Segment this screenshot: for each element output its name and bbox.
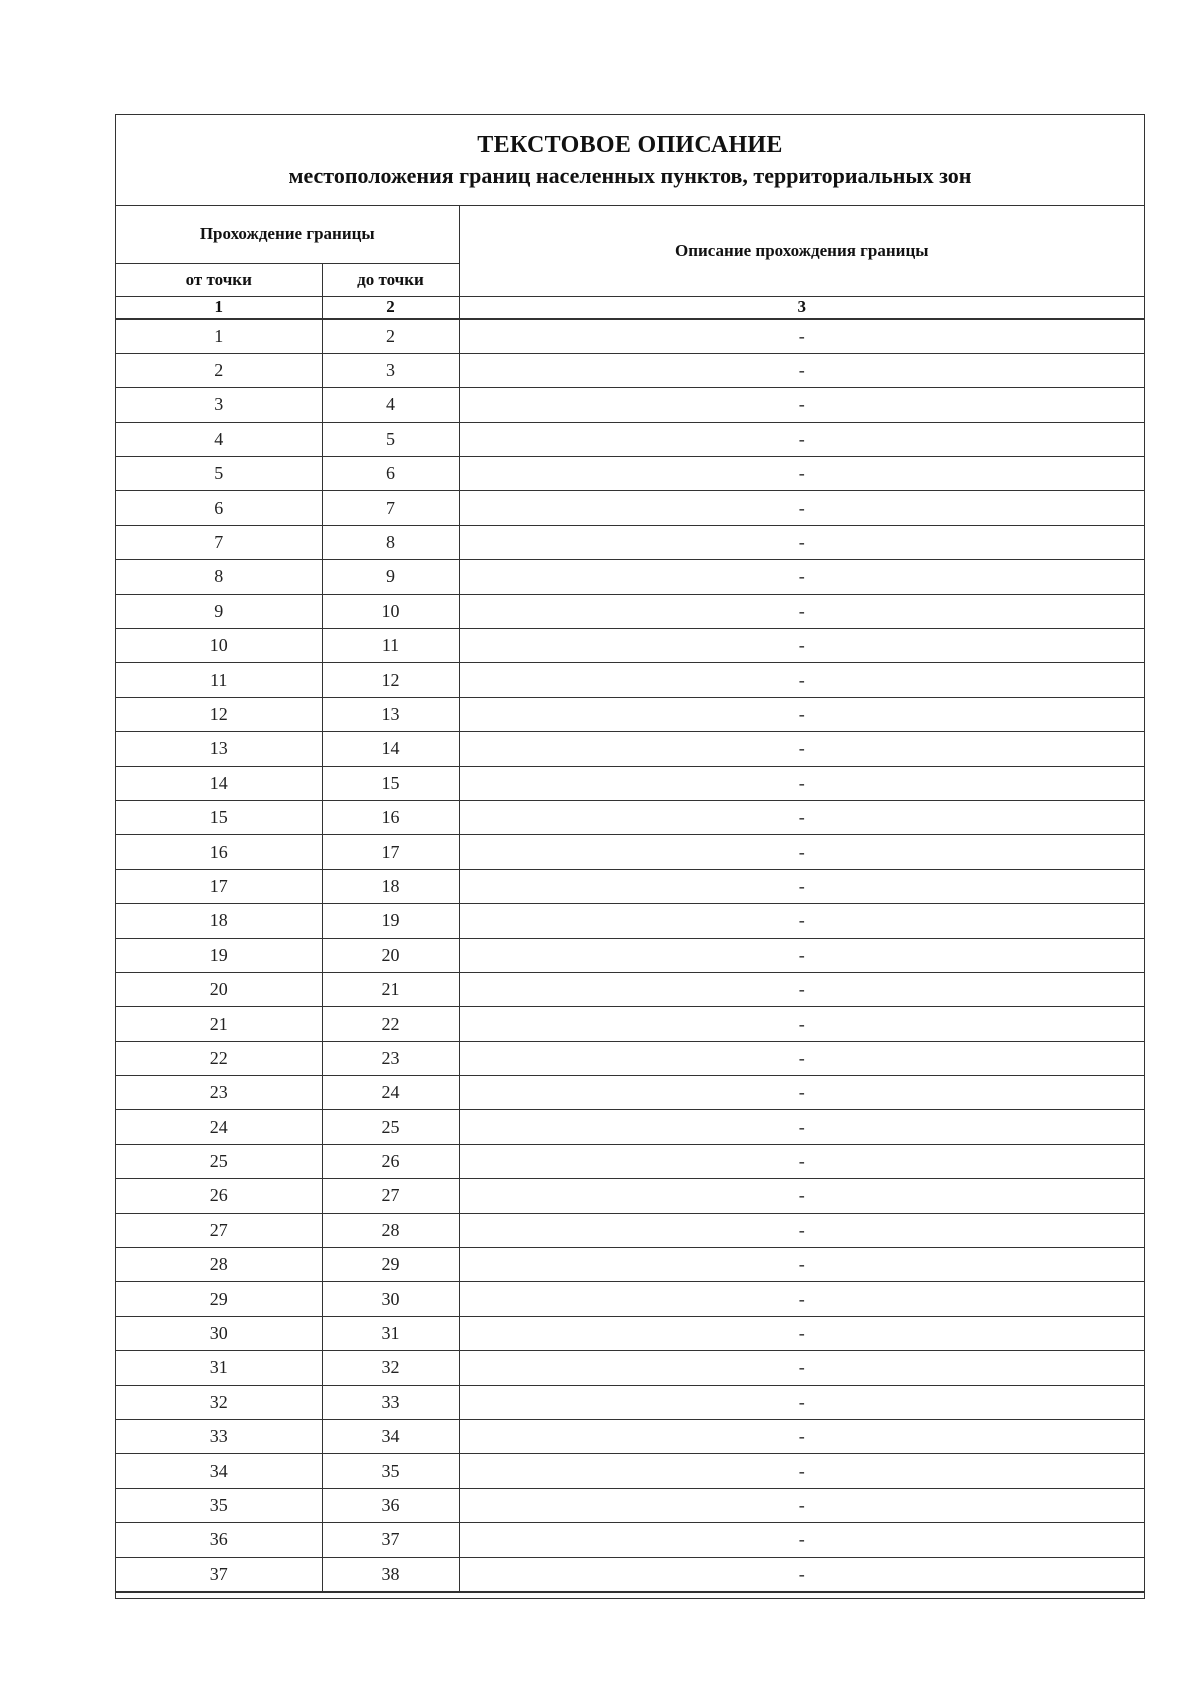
cell-description: - (459, 972, 1144, 1006)
table-row (116, 560, 1144, 594)
table-row (116, 663, 1144, 697)
cell-description: - (459, 869, 1144, 903)
cell-from-point: 33 (116, 1420, 322, 1454)
table-row (116, 1385, 1144, 1419)
cell-to-point: 23 (322, 1041, 459, 1075)
cell-from-point: 17 (116, 869, 322, 903)
cell-from-point: 20 (116, 972, 322, 1006)
table-row (116, 1454, 1144, 1488)
cell-description: - (459, 1041, 1144, 1075)
cell-description: - (459, 457, 1144, 491)
cell-description: - (459, 766, 1144, 800)
table-row (116, 732, 1144, 766)
cell-description: - (459, 697, 1144, 731)
cell-from-point: 6 (116, 491, 322, 525)
cell-from-point: 3 (116, 388, 322, 422)
cell-from-point: 26 (116, 1179, 322, 1213)
cell-from-point: 12 (116, 697, 322, 731)
table-row (116, 1213, 1144, 1247)
cell-from-point: 32 (116, 1385, 322, 1419)
table-header (116, 206, 1144, 319)
cell-to-point: 14 (322, 732, 459, 766)
cell-from-point: 13 (116, 732, 322, 766)
cell-from-point: 25 (116, 1144, 322, 1178)
cell-description: - (459, 594, 1144, 628)
cell-to-point: 17 (322, 835, 459, 869)
cell-description: - (459, 1557, 1144, 1591)
table-row (116, 319, 1144, 353)
table-row (116, 1523, 1144, 1557)
cell-to-point: 19 (322, 904, 459, 938)
table-row (116, 525, 1144, 559)
cell-to-point: 27 (322, 1179, 459, 1213)
cell-to-point: 11 (322, 629, 459, 663)
table-row (116, 457, 1144, 491)
cell-to-point: 20 (322, 938, 459, 972)
cell-to-point: 6 (322, 457, 459, 491)
cell-from-point: 14 (116, 766, 322, 800)
cell-from-point: 34 (116, 1454, 322, 1488)
cell-to-point: 16 (322, 800, 459, 834)
cell-from-point: 1 (116, 319, 322, 353)
header-boundary-passage: Прохождение границы (116, 206, 459, 263)
cell-to-point: 4 (322, 388, 459, 422)
table-body (116, 319, 1144, 1591)
cell-description: - (459, 629, 1144, 663)
cell-from-point: 7 (116, 525, 322, 559)
cell-description: - (459, 319, 1144, 353)
cell-description: - (459, 1454, 1144, 1488)
table-row (116, 1488, 1144, 1522)
cell-to-point: 37 (322, 1523, 459, 1557)
boundary-description-sheet (115, 114, 1145, 1599)
cell-description: - (459, 904, 1144, 938)
cell-from-point: 10 (116, 629, 322, 663)
cell-from-point: 18 (116, 904, 322, 938)
cell-to-point: 15 (322, 766, 459, 800)
cell-to-point: 22 (322, 1007, 459, 1041)
table-row (116, 1110, 1144, 1144)
cell-from-point: 5 (116, 457, 322, 491)
cell-description: - (459, 1488, 1144, 1522)
table-row (116, 1076, 1144, 1110)
cell-description: - (459, 1179, 1144, 1213)
cell-description: - (459, 491, 1144, 525)
cell-description: - (459, 1523, 1144, 1557)
cell-description: - (459, 1282, 1144, 1316)
cell-from-point: 24 (116, 1110, 322, 1144)
table-row (116, 1007, 1144, 1041)
table-row (116, 1282, 1144, 1316)
cell-description: - (459, 800, 1144, 834)
cell-to-point: 21 (322, 972, 459, 1006)
cell-description: - (459, 1316, 1144, 1350)
cell-description: - (459, 1420, 1144, 1454)
cell-to-point: 10 (322, 594, 459, 628)
table-row (116, 1557, 1144, 1591)
title-block (116, 115, 1144, 206)
cell-to-point: 5 (322, 422, 459, 456)
cell-to-point: 18 (322, 869, 459, 903)
cell-to-point: 29 (322, 1248, 459, 1282)
cell-to-point: 34 (322, 1420, 459, 1454)
table-bottom-rule (116, 1592, 1144, 1598)
cell-from-point: 22 (116, 1041, 322, 1075)
document-subtitle: местоположения границ населенных пунктов, территориальных зон (288, 163, 972, 188)
cell-to-point: 3 (322, 353, 459, 387)
cell-from-point: 36 (116, 1523, 322, 1557)
cell-to-point: 30 (322, 1282, 459, 1316)
cell-from-point: 2 (116, 353, 322, 387)
cell-from-point: 16 (116, 835, 322, 869)
cell-description: - (459, 353, 1144, 387)
cell-to-point: 35 (322, 1454, 459, 1488)
header-description: Описание прохождения границы (459, 206, 1144, 296)
cell-description: - (459, 1385, 1144, 1419)
column-number-2: 2 (322, 296, 459, 319)
column-number-3: 3 (459, 296, 1144, 319)
table-row (116, 1351, 1144, 1385)
table-row (116, 697, 1144, 731)
cell-from-point: 21 (116, 1007, 322, 1041)
cell-to-point: 36 (322, 1488, 459, 1522)
cell-to-point: 33 (322, 1385, 459, 1419)
table-row (116, 1179, 1144, 1213)
cell-from-point: 29 (116, 1282, 322, 1316)
header-from-point: от точки (116, 263, 322, 296)
table-row (116, 1248, 1144, 1282)
cell-from-point: 9 (116, 594, 322, 628)
cell-to-point: 38 (322, 1557, 459, 1591)
cell-description: - (459, 525, 1144, 559)
cell-description: - (459, 938, 1144, 972)
cell-from-point: 23 (116, 1076, 322, 1110)
table-row (116, 491, 1144, 525)
cell-description: - (459, 663, 1144, 697)
cell-from-point: 19 (116, 938, 322, 972)
cell-to-point: 7 (322, 491, 459, 525)
cell-to-point: 32 (322, 1351, 459, 1385)
cell-to-point: 9 (322, 560, 459, 594)
cell-from-point: 15 (116, 800, 322, 834)
cell-description: - (459, 422, 1144, 456)
table-row (116, 1420, 1144, 1454)
cell-from-point: 8 (116, 560, 322, 594)
cell-to-point: 26 (322, 1144, 459, 1178)
cell-from-point: 30 (116, 1316, 322, 1350)
table-row (116, 629, 1144, 663)
cell-description: - (459, 1076, 1144, 1110)
cell-to-point: 13 (322, 697, 459, 731)
cell-description: - (459, 1248, 1144, 1282)
cell-description: - (459, 388, 1144, 422)
cell-from-point: 4 (116, 422, 322, 456)
cell-to-point: 31 (322, 1316, 459, 1350)
table-row (116, 422, 1144, 456)
table-row (116, 835, 1144, 869)
table-row (116, 1144, 1144, 1178)
cell-description: - (459, 1110, 1144, 1144)
table-row (116, 800, 1144, 834)
cell-from-point: 11 (116, 663, 322, 697)
document-title: ТЕКСТОВОЕ ОПИСАНИЕ (477, 132, 783, 158)
table-row (116, 938, 1144, 972)
cell-from-point: 37 (116, 1557, 322, 1591)
table-row (116, 904, 1144, 938)
column-number-row (116, 296, 1144, 319)
table-row (116, 766, 1144, 800)
table-row (116, 1041, 1144, 1075)
cell-from-point: 27 (116, 1213, 322, 1247)
cell-description: - (459, 1351, 1144, 1385)
column-number-1: 1 (116, 296, 322, 319)
cell-description: - (459, 1144, 1144, 1178)
cell-to-point: 2 (322, 319, 459, 353)
cell-to-point: 28 (322, 1213, 459, 1247)
cell-description: - (459, 835, 1144, 869)
cell-description: - (459, 560, 1144, 594)
cell-to-point: 24 (322, 1076, 459, 1110)
cell-description: - (459, 1213, 1144, 1247)
table-row (116, 388, 1144, 422)
cell-description: - (459, 1007, 1144, 1041)
header-to-point: до точки (322, 263, 459, 296)
table-row (116, 353, 1144, 387)
cell-from-point: 35 (116, 1488, 322, 1522)
boundary-table (116, 206, 1144, 1592)
cell-to-point: 25 (322, 1110, 459, 1144)
cell-to-point: 12 (322, 663, 459, 697)
table-row (116, 594, 1144, 628)
cell-to-point: 8 (322, 525, 459, 559)
cell-description: - (459, 732, 1144, 766)
table-row (116, 869, 1144, 903)
cell-from-point: 31 (116, 1351, 322, 1385)
cell-from-point: 28 (116, 1248, 322, 1282)
table-row (116, 972, 1144, 1006)
table-row (116, 1316, 1144, 1350)
